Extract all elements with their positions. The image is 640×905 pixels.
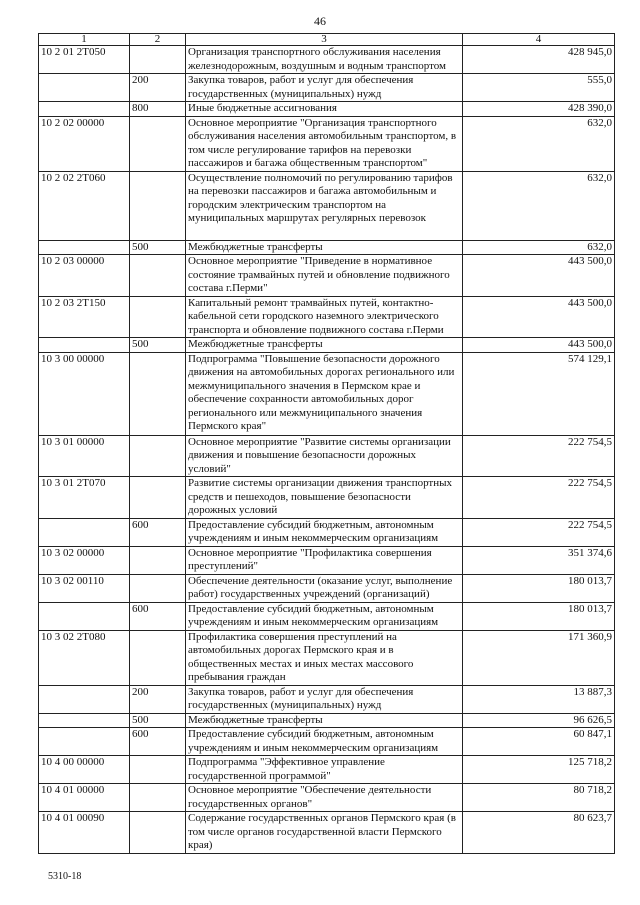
table-row bbox=[39, 812, 615, 854]
code-cell: 10 3 02 2T080 bbox=[39, 630, 130, 685]
table-row bbox=[39, 574, 615, 602]
expense-type-cell: 800 bbox=[130, 102, 186, 117]
description-cell: Обеспечение деятельности (оказание услуг, выполнение работ) государственных учреждений (организаций) bbox=[186, 574, 463, 602]
column-header-4: 4 bbox=[463, 34, 615, 46]
table-row bbox=[39, 477, 615, 519]
amount-cell: 180 013,7 bbox=[463, 574, 615, 602]
code-cell: 10 3 02 00000 bbox=[39, 546, 130, 574]
table-row bbox=[39, 46, 615, 74]
amount-cell: 443 500,0 bbox=[463, 296, 615, 338]
expense-type-cell bbox=[130, 574, 186, 602]
expense-type-cell bbox=[130, 255, 186, 297]
budget-table bbox=[38, 33, 615, 854]
amount-cell: 632,0 bbox=[463, 116, 615, 171]
table-row bbox=[39, 255, 615, 297]
code-cell: 10 2 03 2T150 bbox=[39, 296, 130, 338]
code-cell bbox=[39, 685, 130, 713]
table-row bbox=[39, 171, 615, 240]
description-cell: Профилактика совершения преступлений на автомобильных дорогах Пермского края и в общественных местах и иных местах массового пребывания граждан bbox=[186, 630, 463, 685]
code-cell: 10 3 00 00000 bbox=[39, 352, 130, 435]
code-cell bbox=[39, 728, 130, 756]
amount-cell: 80 718,2 bbox=[463, 784, 615, 812]
column-header-1: 1 bbox=[39, 34, 130, 46]
table-row bbox=[39, 338, 615, 353]
amount-cell: 428 945,0 bbox=[463, 46, 615, 74]
amount-cell: 555,0 bbox=[463, 74, 615, 102]
expense-type-cell bbox=[130, 812, 186, 854]
table-header-row bbox=[39, 34, 615, 46]
table-row bbox=[39, 74, 615, 102]
code-cell bbox=[39, 240, 130, 255]
table-row bbox=[39, 102, 615, 117]
expense-type-cell bbox=[130, 171, 186, 240]
code-cell: 10 4 01 00000 bbox=[39, 784, 130, 812]
code-cell bbox=[39, 102, 130, 117]
table-row bbox=[39, 240, 615, 255]
expense-type-cell: 500 bbox=[130, 713, 186, 728]
expense-type-cell: 600 bbox=[130, 518, 186, 546]
amount-cell: 222 754,5 bbox=[463, 477, 615, 519]
description-cell: Основное мероприятие "Организация транспортного обслуживания населения автомобильным транспортом, в том числе регулирование тарифов на перевозки пассажиров и багажа общественным транспортом" bbox=[186, 116, 463, 171]
amount-cell: 222 754,5 bbox=[463, 435, 615, 477]
amount-cell: 171 360,9 bbox=[463, 630, 615, 685]
expense-type-cell: 500 bbox=[130, 240, 186, 255]
page-number: 46 bbox=[314, 14, 326, 28]
table-row bbox=[39, 756, 615, 784]
table-row bbox=[39, 435, 615, 477]
expense-type-cell: 200 bbox=[130, 685, 186, 713]
code-cell: 10 3 01 00000 bbox=[39, 435, 130, 477]
description-cell: Предоставление субсидий бюджетным, автономным учреждениям и иным некоммерческим организациям bbox=[186, 518, 463, 546]
expense-type-cell bbox=[130, 116, 186, 171]
table-row bbox=[39, 784, 615, 812]
amount-cell: 96 626,5 bbox=[463, 713, 615, 728]
table-row bbox=[39, 728, 615, 756]
description-cell: Предоставление субсидий бюджетным, автономным учреждениям и иным некоммерческим организациям bbox=[186, 602, 463, 630]
expense-type-cell bbox=[130, 756, 186, 784]
expense-type-cell bbox=[130, 630, 186, 685]
amount-cell: 443 500,0 bbox=[463, 338, 615, 353]
code-cell bbox=[39, 74, 130, 102]
description-cell: Закупка товаров, работ и услуг для обеспечения государственных (муниципальных) нужд bbox=[186, 74, 463, 102]
description-cell: Развитие системы организации движения транспортных средств и пешеходов, повышение безопасности дорожных условий bbox=[186, 477, 463, 519]
table-row bbox=[39, 713, 615, 728]
table-row bbox=[39, 116, 615, 171]
amount-cell: 428 390,0 bbox=[463, 102, 615, 117]
description-cell: Межбюджетные трансферты bbox=[186, 240, 463, 255]
description-cell: Подпрограмма "Эффективное управление государственной программой" bbox=[186, 756, 463, 784]
description-cell: Содержание государственных органов Пермского края (в том числе органов государственной власти Пермского края) bbox=[186, 812, 463, 854]
table-row bbox=[39, 546, 615, 574]
amount-cell: 60 847,1 bbox=[463, 728, 615, 756]
code-cell: 10 2 03 00000 bbox=[39, 255, 130, 297]
expense-type-cell bbox=[130, 784, 186, 812]
amount-cell: 125 718,2 bbox=[463, 756, 615, 784]
description-cell: Подпрограмма "Повышение безопасности дорожного движения на автомобильных дорогах регионального или межмуниципального значения в Пермском крае и обеспечение сохранности автомобильных дорог регионального или межмуниципального значения Пермского края" bbox=[186, 352, 463, 435]
code-cell: 10 3 01 2T070 bbox=[39, 477, 130, 519]
amount-cell: 632,0 bbox=[463, 171, 615, 240]
code-cell: 10 2 01 2T050 bbox=[39, 46, 130, 74]
description-cell: Основное мероприятие "Профилактика совершения преступлений" bbox=[186, 546, 463, 574]
amount-cell: 574 129,1 bbox=[463, 352, 615, 435]
description-cell: Основное мероприятие "Обеспечение деятельности государственных органов" bbox=[186, 784, 463, 812]
code-cell: 10 3 02 00110 bbox=[39, 574, 130, 602]
amount-cell: 443 500,0 bbox=[463, 255, 615, 297]
column-header-2: 2 bbox=[130, 34, 186, 46]
document-code: 5310-18 bbox=[48, 871, 82, 882]
description-cell: Основное мероприятие "Развитие системы организации движения и повышение безопасности дорожных условий" bbox=[186, 435, 463, 477]
code-cell: 10 4 00 00000 bbox=[39, 756, 130, 784]
code-cell: 10 2 02 2T060 bbox=[39, 171, 130, 240]
description-cell: Основное мероприятие "Приведение в нормативное состояние трамвайных путей и обновление подвижного состава г.Перми" bbox=[186, 255, 463, 297]
description-cell: Капитальный ремонт трамвайных путей, контактно-кабельной сети городского наземного электрического транспорта и обновление подвижного состава г.Перми bbox=[186, 296, 463, 338]
description-cell: Закупка товаров, работ и услуг для обеспечения государственных (муниципальных) нужд bbox=[186, 685, 463, 713]
expense-type-cell bbox=[130, 296, 186, 338]
amount-cell: 13 887,3 bbox=[463, 685, 615, 713]
code-cell: 10 4 01 00090 bbox=[39, 812, 130, 854]
amount-cell: 80 623,7 bbox=[463, 812, 615, 854]
amount-cell: 632,0 bbox=[463, 240, 615, 255]
amount-cell: 351 374,6 bbox=[463, 546, 615, 574]
amount-cell: 180 013,7 bbox=[463, 602, 615, 630]
description-cell: Предоставление субсидий бюджетным, автономным учреждениям и иным некоммерческим организациям bbox=[186, 728, 463, 756]
table-row bbox=[39, 296, 615, 338]
code-cell bbox=[39, 518, 130, 546]
code-cell bbox=[39, 713, 130, 728]
expense-type-cell bbox=[130, 477, 186, 519]
column-header-3: 3 bbox=[186, 34, 463, 46]
table-row bbox=[39, 685, 615, 713]
code-cell bbox=[39, 338, 130, 353]
table-row bbox=[39, 630, 615, 685]
expense-type-cell bbox=[130, 546, 186, 574]
expense-type-cell bbox=[130, 46, 186, 74]
table-row bbox=[39, 602, 615, 630]
table-row bbox=[39, 352, 615, 435]
description-cell: Межбюджетные трансферты bbox=[186, 338, 463, 353]
description-cell: Осуществление полномочий по регулированию тарифов на перевозки пассажиров и багажа автомобильным и городским электрическим транспортом на муниципальных маршрутах регулярных перевозок bbox=[186, 171, 463, 240]
description-cell: Иные бюджетные ассигнования bbox=[186, 102, 463, 117]
expense-type-cell: 600 bbox=[130, 728, 186, 756]
amount-cell: 222 754,5 bbox=[463, 518, 615, 546]
description-cell: Организация транспортного обслуживания населения железнодорожным, воздушным и водным транспортом bbox=[186, 46, 463, 74]
expense-type-cell: 600 bbox=[130, 602, 186, 630]
expense-type-cell: 500 bbox=[130, 338, 186, 353]
code-cell: 10 2 02 00000 bbox=[39, 116, 130, 171]
expense-type-cell bbox=[130, 435, 186, 477]
expense-type-cell bbox=[130, 352, 186, 435]
code-cell bbox=[39, 602, 130, 630]
table-row bbox=[39, 518, 615, 546]
description-cell: Межбюджетные трансферты bbox=[186, 713, 463, 728]
expense-type-cell: 200 bbox=[130, 74, 186, 102]
